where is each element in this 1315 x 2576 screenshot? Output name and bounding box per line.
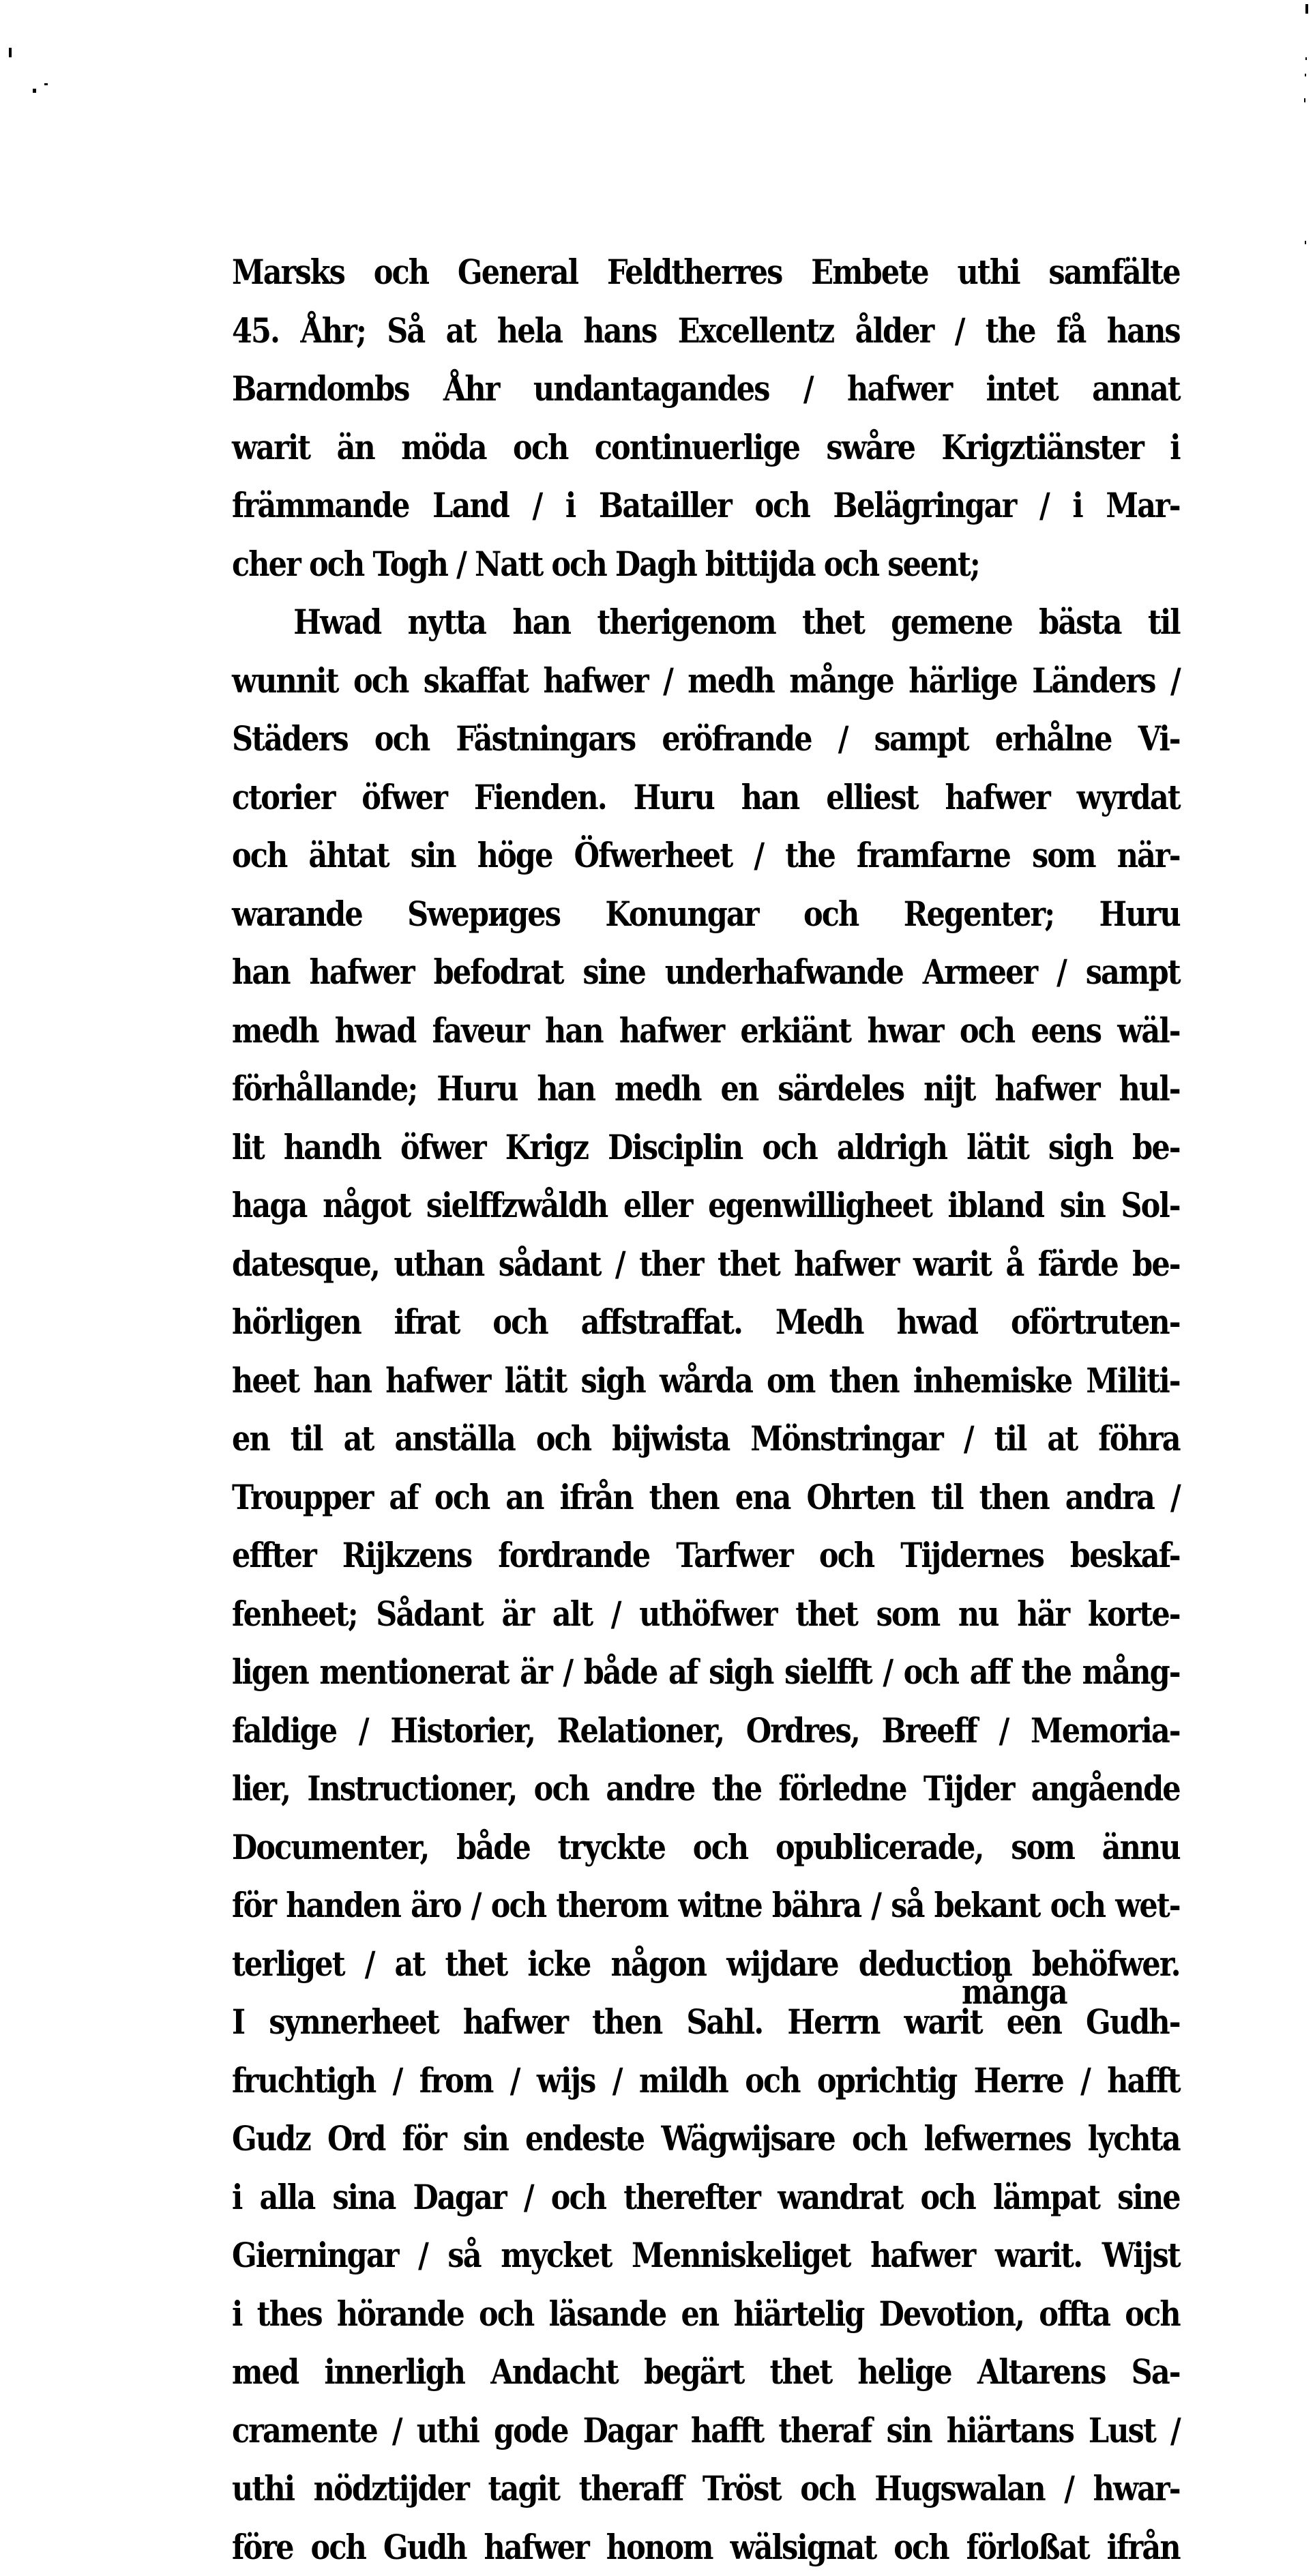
text-line: ctorier öfwer Fienden. Huru han elliest hafwer wyrdat bbox=[232, 768, 1180, 827]
text-line: främmande Land / i Batailler och Belägringar / i Mar- bbox=[232, 476, 1180, 535]
text-line: lier, Instructioner, och andre the förledne Tijder angående bbox=[232, 1759, 1180, 1818]
catchword: många bbox=[962, 1965, 1067, 2019]
text-line: före och Gudh hafwer honom wälsignat och förloßat ifrån bbox=[232, 2518, 1180, 2576]
text-line: Gudz Ord för sin endeste Wägwijsare och lefwernes lychta bbox=[232, 2109, 1180, 2168]
text-line: en til at anställa och bijwista Mönstringar / til at föhra bbox=[232, 1409, 1180, 1468]
text-line: i thes hörande och läsande en hiärtelig Devotion, offta och bbox=[232, 2285, 1180, 2343]
body-text bbox=[232, 243, 1180, 2576]
text-line: I synnerheet hafwer then Sahl. Herrn warit een Gudh- bbox=[232, 1993, 1180, 2051]
text-line: medh hwad faveur han hafwer erkiänt hwar och eens wäl- bbox=[232, 1001, 1180, 1060]
text-line: i alla sina Dagar / och therefter wandrat och lämpat sine bbox=[232, 2168, 1180, 2227]
text-line: Marsks och General Feldtherres Embete uthi samfälte bbox=[232, 243, 1180, 302]
text-line: cramente / uthi gode Dagar hafft theraf sin hiärtans Lust / bbox=[232, 2401, 1180, 2460]
scan-speck bbox=[1305, 57, 1307, 60]
paragraph-start-line: Hwad nytta han therigenom thet gemene bästa til bbox=[232, 593, 1180, 652]
scan-speck bbox=[9, 48, 12, 57]
text-line: Troupper af och an ifrån then ena Ohrten til then andra / bbox=[232, 1468, 1180, 1527]
text-line: warande Swериges Konungar och Regenter; Huru bbox=[232, 885, 1180, 943]
text-line: heet han hafwer lätit sigh wårda om then inhemiske Militi- bbox=[232, 1351, 1180, 1410]
text-line: med innerligh Andacht begärt thet helige Altarens Sa- bbox=[232, 2343, 1180, 2401]
text-line: Gierningar / så mycket Menniskeliget hafwer warit. Wijst bbox=[232, 2226, 1180, 2285]
scan-speck bbox=[33, 89, 36, 93]
scan-speck bbox=[1305, 74, 1306, 76]
scan-speck bbox=[1305, 241, 1306, 244]
text-line: fruchtigh / from / wijs / mildh och oprichtig Herre / hafft bbox=[232, 2051, 1180, 2110]
text-line: effter Rijkzens fordrande Tarfwer och Tijdernes beskaf- bbox=[232, 1526, 1180, 1585]
text-line: lit handh öfwer Krigz Disciplin och aldrigh lätit sigh be- bbox=[232, 1118, 1180, 1177]
text-line: hörligen ifrat och affstraffat. Medh hwad oförtruten- bbox=[232, 1293, 1180, 1351]
text-line: Documenter, både tryckte och opublicerade, som ännu bbox=[232, 1818, 1180, 1877]
text-line: datesque, uthan sådant / ther thet hafwer warit å färde be- bbox=[232, 1235, 1180, 1293]
text-line: uthi nödztijder tagit theraff Tröst och Hugswalan / hwar- bbox=[232, 2459, 1180, 2518]
text-line: warit än möda och continuerlige swåre Krigztiänster i bbox=[232, 418, 1180, 477]
text-line: haga något sielffzwåldh eller egenwilligheet ibland sin Sol- bbox=[232, 1176, 1180, 1235]
text-line: ligen mentionerat är / både af sigh sielfft / och aff the mång- bbox=[232, 1643, 1180, 1701]
scan-speck bbox=[1305, 4, 1308, 14]
text-line: och ähtat sin höge Öfwerheet / the framfarne som när- bbox=[232, 826, 1180, 885]
text-line: cher och Togh / Natt och Dagh bittijda och seent; bbox=[232, 535, 1180, 594]
text-line: han hafwer befodrat sine underhafwande Armeer / sampt bbox=[232, 943, 1180, 1001]
text-line: wunnit och skaffat hafwer / medh månge härlige Länders / bbox=[232, 652, 1180, 710]
text-line: fenheet; Sådant är alt / uthöfwer thet som nu här korte- bbox=[232, 1585, 1180, 1643]
text-line: för handen äro / och therom witne bähra / så bekant och wet- bbox=[232, 1876, 1180, 1935]
text-line: förhållande; Huru han medh en särdeles nijt hafwer hul- bbox=[232, 1059, 1180, 1118]
text-line: 45. Åhr; Så at hela hans Excellentz ålder / the få hans bbox=[232, 302, 1180, 360]
text-line: faldige / Historier, Relationer, Ordres, Breeff / Memoria- bbox=[232, 1701, 1180, 1760]
scan-speck bbox=[44, 83, 48, 85]
scan-speck bbox=[1304, 98, 1305, 102]
text-line: Barndombs Åhr undantagandes / hafwer intet annat bbox=[232, 360, 1180, 418]
text-line: Städers och Fästningars eröfrande / sampt erhålne Vi- bbox=[232, 709, 1180, 768]
text-line: terliget / at thet icke någon wijdare deduction behöfwer. bbox=[232, 1935, 1180, 1993]
